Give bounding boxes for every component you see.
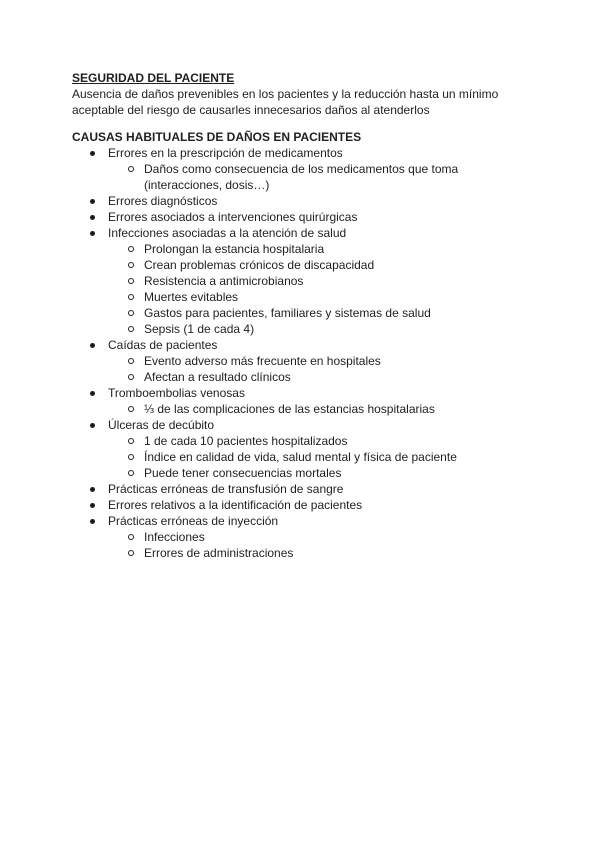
list-item-label: Errores asociados a intervenciones quirúrgicas bbox=[108, 210, 358, 224]
filled-bullet-icon bbox=[90, 423, 95, 428]
list-item-label: Caídas de pacientes bbox=[108, 338, 218, 352]
sub-list-item-label: Daños como consecuencia de los medicamentos que toma (interacciones, dosis…) bbox=[144, 162, 459, 192]
hollow-bullet-icon bbox=[128, 166, 134, 172]
hollow-bullet-icon bbox=[128, 438, 134, 444]
sub-list-item bbox=[144, 241, 532, 257]
list-item bbox=[108, 337, 532, 385]
sub-list-item bbox=[144, 257, 532, 273]
page-title: SEGURIDAD DEL PACIENTE bbox=[72, 71, 235, 85]
sub-list-item-label: Sepsis (1 de cada 4) bbox=[144, 322, 255, 336]
sub-list-item-label: Prolongan la estancia hospitalaria bbox=[144, 242, 325, 256]
section-heading: CAUSAS HABITUALES DE DAÑOS EN PACIENTES bbox=[72, 130, 362, 144]
list-item bbox=[108, 481, 532, 497]
list-item bbox=[108, 209, 532, 225]
sub-list-item-label: Infecciones bbox=[144, 530, 205, 544]
sub-list-item-label: Gastos para pacientes, familiares y sistemas de salud bbox=[144, 306, 431, 320]
list-item bbox=[108, 385, 532, 417]
sub-list-item-label: Puede tener consecuencias mortales bbox=[144, 466, 342, 480]
intro-paragraph: Ausencia de daños prevenibles en los pacientes y la reducción hasta un mínimo aceptable del riesgo de causarles innecesarios daños al atenderlos bbox=[72, 87, 499, 117]
hollow-bullet-icon bbox=[128, 294, 134, 300]
document-page bbox=[72, 70, 532, 561]
hollow-bullet-icon bbox=[128, 534, 134, 540]
hollow-bullet-icon bbox=[128, 374, 134, 380]
sub-list-item bbox=[144, 529, 532, 545]
sub-list-item-label: Muertes evitables bbox=[144, 290, 239, 304]
list-item-label: Errores en la prescripción de medicamentos bbox=[108, 146, 343, 160]
sub-list bbox=[108, 529, 532, 561]
sub-list-item bbox=[144, 401, 532, 417]
hollow-bullet-icon bbox=[128, 358, 134, 364]
sub-list-item bbox=[144, 433, 532, 449]
list-item-label: Tromboembolias venosas bbox=[108, 386, 245, 400]
list-item-label: Infecciones asociadas a la atención de salud bbox=[108, 226, 347, 240]
sub-list-item-label: Crean problemas crónicos de discapacidad bbox=[144, 258, 375, 272]
filled-bullet-icon bbox=[90, 391, 95, 396]
filled-bullet-icon bbox=[90, 151, 95, 156]
sub-list-item-label: Evento adverso más frecuente en hospitales bbox=[144, 354, 381, 368]
sub-list bbox=[108, 353, 532, 385]
hollow-bullet-icon bbox=[128, 246, 134, 252]
sub-list bbox=[108, 401, 532, 417]
sub-list-item-label: ⅓ de las complicaciones de las estancias hospitalarias bbox=[144, 402, 435, 416]
sub-list-item-label: Índice en calidad de vida, salud mental y física de paciente bbox=[144, 450, 457, 464]
filled-bullet-icon bbox=[90, 231, 95, 236]
list-item bbox=[108, 417, 532, 481]
list-item-label: Prácticas erróneas de transfusión de sangre bbox=[108, 482, 344, 496]
list-item-label: Errores relativos a la identificación de pacientes bbox=[108, 498, 363, 512]
causes-list bbox=[72, 145, 532, 561]
list-item-label: Úlceras de decúbito bbox=[108, 418, 215, 432]
sub-list-item-label: Afectan a resultado clínicos bbox=[144, 370, 291, 384]
sub-list bbox=[108, 161, 532, 193]
sub-list-item bbox=[144, 545, 532, 561]
filled-bullet-icon bbox=[90, 519, 95, 524]
hollow-bullet-icon bbox=[128, 470, 134, 476]
filled-bullet-icon bbox=[90, 487, 95, 492]
hollow-bullet-icon bbox=[128, 550, 134, 556]
filled-bullet-icon bbox=[90, 199, 95, 204]
filled-bullet-icon bbox=[90, 343, 95, 348]
list-item-label: Prácticas erróneas de inyección bbox=[108, 514, 279, 528]
hollow-bullet-icon bbox=[128, 278, 134, 284]
sub-list bbox=[108, 241, 532, 337]
hollow-bullet-icon bbox=[128, 326, 134, 332]
sub-list-item bbox=[144, 449, 532, 465]
sub-list-item-label: Errores de administraciones bbox=[144, 546, 294, 560]
hollow-bullet-icon bbox=[128, 310, 134, 316]
list-item bbox=[108, 513, 532, 561]
sub-list-item bbox=[144, 305, 532, 321]
filled-bullet-icon bbox=[90, 503, 95, 508]
sub-list-item bbox=[144, 353, 532, 369]
sub-list-item-label: Resistencia a antimicrobianos bbox=[144, 274, 304, 288]
sub-list-item bbox=[144, 369, 532, 385]
hollow-bullet-icon bbox=[128, 406, 134, 412]
list-item bbox=[108, 193, 532, 209]
list-item bbox=[108, 497, 532, 513]
sub-list-item bbox=[144, 321, 532, 337]
list-item bbox=[108, 225, 532, 337]
sub-list-item bbox=[144, 289, 532, 305]
list-item bbox=[108, 145, 532, 193]
filled-bullet-icon bbox=[90, 215, 95, 220]
sub-list bbox=[108, 433, 532, 481]
hollow-bullet-icon bbox=[128, 262, 134, 268]
sub-list-item bbox=[144, 161, 532, 193]
sub-list-item-label: 1 de cada 10 pacientes hospitalizados bbox=[144, 434, 348, 448]
list-item-label: Errores diagnósticos bbox=[108, 194, 218, 208]
sub-list-item bbox=[144, 465, 532, 481]
sub-list-item bbox=[144, 273, 532, 289]
hollow-bullet-icon bbox=[128, 454, 134, 460]
